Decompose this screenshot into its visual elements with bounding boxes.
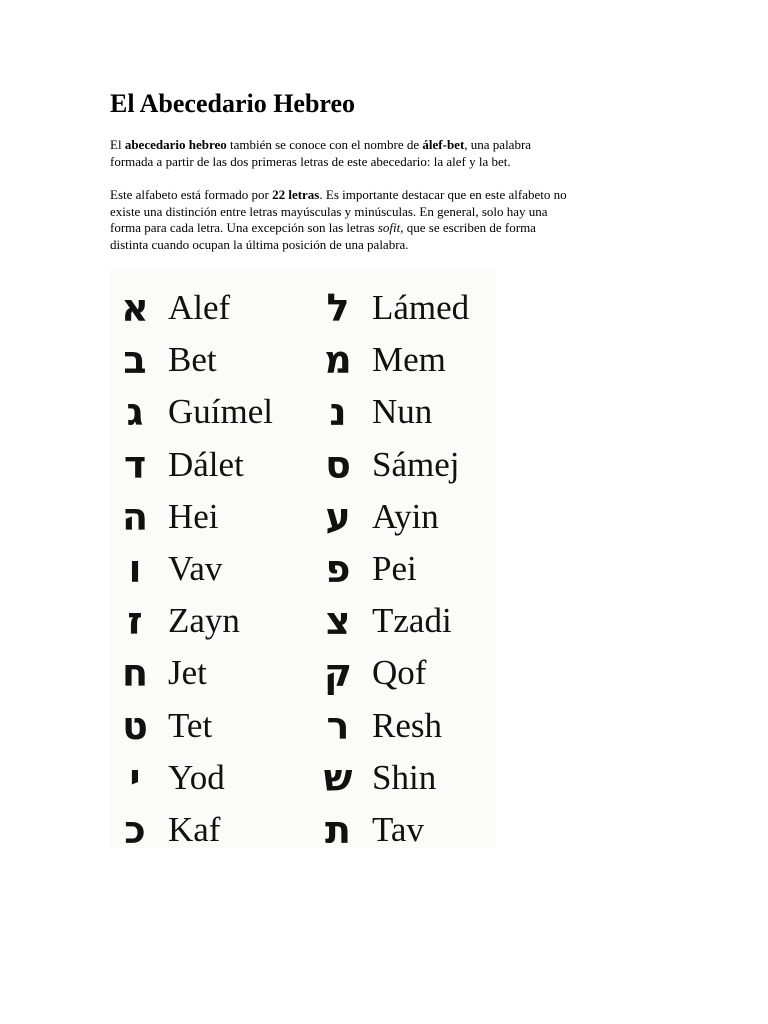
hebrew-letter-glyph: ש: [323, 755, 353, 800]
letter-name: Hei: [168, 496, 219, 536]
letter-name: Jet: [168, 653, 207, 693]
letter-row: [110, 595, 310, 647]
letter-name: Tav: [372, 809, 424, 849]
hebrew-letter-glyph: נ: [329, 390, 347, 435]
hebrew-letter-glyph: ז: [127, 599, 143, 644]
details-line-4: distinta cuando ocupan la última posición de una palabra.: [110, 236, 409, 252]
intro-line-2: formada a partir de las dos primeras letras de este abecedario: la alef y la bet.: [110, 153, 511, 169]
letter-row: [110, 491, 310, 543]
hebrew-letter-glyph: ג: [126, 390, 144, 435]
letter-row: [110, 282, 310, 334]
letter-name: Qof: [372, 653, 427, 693]
intro-text-mid: también se conoce con el nombre de: [226, 137, 423, 152]
intro-term-alef-bet: álef-bet: [422, 137, 465, 152]
letter-row: [110, 647, 310, 699]
hebrew-letter-glyph: א: [121, 286, 149, 330]
hebrew-letter-glyph: ס: [325, 442, 351, 487]
letter-row: [110, 334, 310, 386]
hebrew-letter-glyph: ו: [128, 546, 142, 591]
hebrew-letter-glyph: מ: [324, 338, 352, 383]
letter-name: Yod: [168, 757, 225, 797]
hebrew-letter-glyph: פ: [325, 546, 351, 591]
hebrew-letter-glyph: ת: [325, 807, 351, 852]
letter-name: Sámej: [372, 444, 460, 484]
intro-paragraph: [110, 137, 670, 170]
letter-row: [110, 804, 310, 856]
letter-name: Resh: [372, 705, 442, 745]
alphabet-column-right: [315, 282, 515, 856]
details-term-sofit: sofit: [377, 220, 401, 235]
letter-row: [315, 700, 515, 752]
letter-row: [315, 804, 515, 856]
letter-name: Nun: [372, 392, 433, 432]
page-title: El Abecedario Hebreo: [110, 89, 356, 118]
intro-text-end: , una palabra: [464, 137, 532, 152]
intro-line-1: [110, 137, 670, 154]
alphabet-column-left: [110, 282, 310, 856]
details-letter-count: 22 letras: [272, 187, 320, 202]
hebrew-letter-glyph: ה: [121, 494, 149, 539]
letter-row: [315, 752, 515, 804]
hebrew-letter-glyph: ט: [122, 703, 148, 748]
letter-name: Tet: [168, 705, 213, 745]
details-line-3: [110, 220, 670, 237]
letter-name: Zayn: [168, 601, 240, 641]
intro-text-el: El: [110, 137, 125, 152]
letter-name: Vav: [168, 548, 223, 588]
hebrew-letter-glyph: כ: [124, 807, 146, 852]
hebrew-letter-glyph: ל: [326, 286, 350, 330]
letter-row: [110, 543, 310, 595]
letter-row: [110, 439, 310, 491]
letter-row: [315, 647, 515, 699]
letter-row: [315, 595, 515, 647]
letter-row: [315, 282, 515, 334]
hebrew-letter-glyph: ב: [123, 338, 147, 383]
hebrew-letter-glyph: ע: [325, 494, 351, 539]
hebrew-letter-glyph: י: [129, 755, 141, 800]
hebrew-letter-glyph: ח: [121, 651, 149, 696]
letter-name: Kaf: [168, 809, 221, 849]
letter-name: Mem: [372, 340, 446, 380]
letter-row: [315, 439, 515, 491]
letter-name: Dálet: [168, 444, 244, 484]
hebrew-letter-glyph: צ: [325, 599, 351, 644]
hebrew-alphabet-chart: [110, 270, 496, 852]
letter-name: Bet: [168, 340, 217, 380]
details-text-post: . Es importante destacar que en este alfabeto no: [319, 187, 567, 202]
details-paragraph: [110, 187, 670, 253]
hebrew-letter-glyph: ק: [324, 651, 352, 696]
letter-row: [110, 386, 310, 438]
letter-row: [110, 700, 310, 752]
letter-row: [315, 386, 515, 438]
letter-name: Guímel: [168, 392, 273, 432]
details-line-1: [110, 187, 670, 204]
letter-name: Lámed: [372, 288, 470, 327]
letter-name: Ayin: [372, 496, 439, 536]
details-text-pre-sofit: forma para cada letra. Una excepción son las letras: [110, 220, 378, 235]
letter-name: Shin: [372, 757, 437, 797]
intro-term-abecedario: abecedario hebreo: [124, 137, 227, 152]
letter-row: [315, 543, 515, 595]
letter-row: [315, 334, 515, 386]
details-line-2: existe una distinción entre letras mayúsculas y minúsculas. En general, solo hay una: [110, 203, 548, 219]
letter-row: [110, 752, 310, 804]
letter-row: [315, 491, 515, 543]
letter-name: Pei: [372, 548, 417, 588]
letter-name: Tzadi: [372, 601, 452, 641]
details-text-post-sofit: , que se escriben de forma: [400, 220, 536, 235]
details-text-pre: Este alfabeto está formado por: [110, 187, 273, 202]
hebrew-letter-glyph: ר: [326, 703, 350, 748]
hebrew-letter-glyph: ד: [123, 442, 147, 487]
letter-name: Alef: [168, 288, 231, 327]
